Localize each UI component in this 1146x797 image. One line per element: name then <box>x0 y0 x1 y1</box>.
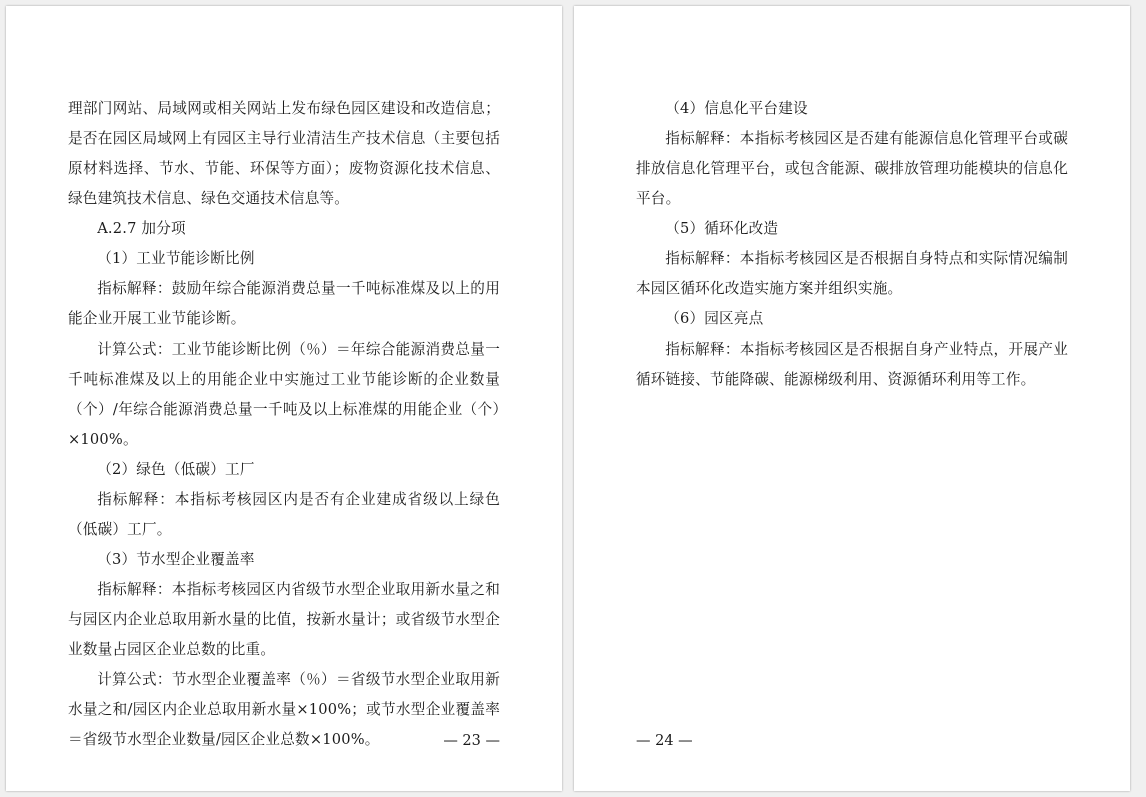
paragraph: （5）循环化改造 <box>665 220 779 238</box>
paragraph: （2）绿色（低碳）工厂 <box>97 460 255 478</box>
paragraph: （3）节水型企业覆盖率 <box>97 550 255 568</box>
paragraph: 指标解释：本指标考核园区内是否有企业建成省级以上绿色（低碳）工厂。 <box>68 490 500 538</box>
page-content-left <box>6 6 562 791</box>
paragraph: （4）信息化平台建设 <box>665 100 808 117</box>
page-number: — 23 — <box>443 733 500 749</box>
document-page-left <box>6 6 562 791</box>
page-content-right <box>574 6 1130 791</box>
paragraph: 计算公式：工业节能诊断比例（％）＝年综合能源消费总量一千吨标准煤及以上的用能企业中实施过工业节能诊断的企业数量（个）/年综合能源消费总量一千吨及以上标准煤的用能企业（个）×100%。 <box>68 340 500 448</box>
paragraph: 指标解释：鼓励年综合能源消费总量一千吨标准煤及以上的用能企业开展工业节能诊断。 <box>68 280 500 328</box>
paragraph: 理部门网站、局域网或相关网站上发布绿色园区建设和改造信息；是否在园区局域网上有园区主导行业清洁生产技术信息（主要包括原材料选择、节水、节能、环保等方面）；废物资源化技术信息、绿色建筑技术信息、绿色交通技术信息等。 <box>68 100 500 208</box>
paragraph: 指标解释：本指标考核园区是否建有能源信息化管理平台或碳排放信息化管理平台，或包含能源、碳排放管理功能模块的信息化平台。 <box>636 130 1068 208</box>
document-page-right <box>574 6 1130 791</box>
page-number: — 24 — <box>636 733 693 749</box>
paragraph: （1）工业节能诊断比例 <box>97 250 255 268</box>
paragraph: 指标解释：本指标考核园区是否根据自身特点和实际情况编制本园区循环化改造实施方案并组织实施。 <box>636 250 1068 298</box>
paragraph: 计算公式：节水型企业覆盖率（％）＝省级节水型企业取用新水量之和/园区内企业总取用新水量×100%；或节水型企业覆盖率＝省级节水型企业数量/园区企业总数×100%。 <box>68 671 500 749</box>
paragraph: 指标解释：本指标考核园区内省级节水型企业取用新水量之和与园区内企业总取用新水量的比值，按新水量计；或省级节水型企业数量占园区企业总数的比重。 <box>68 581 500 659</box>
paragraph: 指标解释：本指标考核园区是否根据自身产业特点，开展产业循环链接、节能降碳、能源梯级利用、资源循环利用等工作。 <box>636 340 1068 388</box>
paragraph: （6）园区亮点 <box>665 310 764 328</box>
paragraph: A.2.7 加分项 <box>97 220 186 238</box>
